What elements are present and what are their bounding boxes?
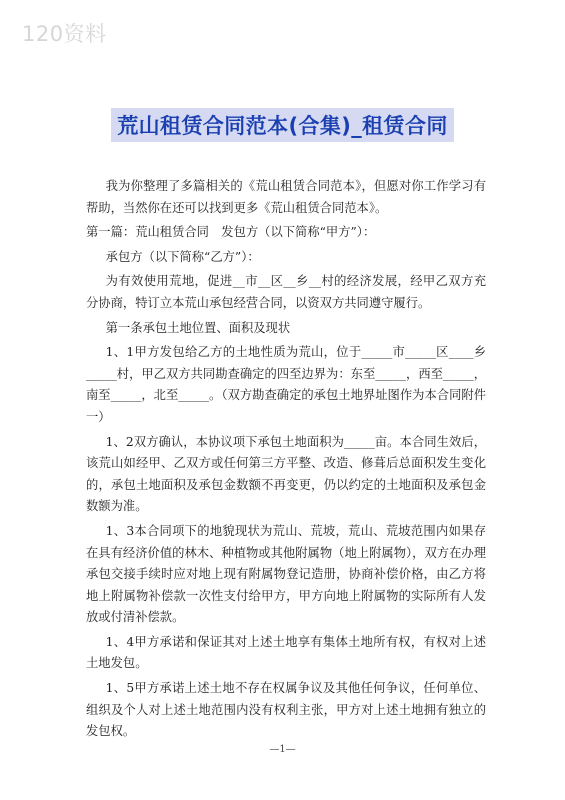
clause-1-3: 1、3本合同项下的地貌现状为荒山、荒坡，荒山、荒坡范围内如果存在具有经济价值的林木、种植物或其他附属物（地上附属物），双方在办理承包交接手续时应对地上现有附属物登记造册，协商补偿价格，由乙方将地上附属物补偿款一次性支付给甲方，甲方向地上附属物的实际所有人发放或付清补偿款。 xyxy=(86,523,486,625)
watermark-logo: 120资料 xyxy=(22,22,107,46)
purpose-paragraph: 为有效使用荒地，促进__市__区__乡__村的经济发展，经甲乙双方充分协商，特订立本荒山承包经营合同，以资双方共同遵守履行。 xyxy=(86,274,486,310)
clause-1-2: 1、2双方确认，本协议项下承包土地面积为_____亩。本合同生效后，该荒山如经甲、乙双方或任何第三方平整、改造、修葺后总面积发生变化的，承包土地面积及承包金数额不再变更，仍以约定的土地面积及承包金数额为准。 xyxy=(86,434,486,514)
clause-1-5: 1、5甲方承诺上述土地不存在权属争议及其他任何争议，任何单位、组织及个人对上述土地范围内没有权利主张，甲方对上述土地拥有独立的发包权。 xyxy=(86,681,486,739)
page-number: —1— xyxy=(269,744,296,755)
article-one-heading: 第一条承包土地位置、面积及现状 xyxy=(105,320,291,335)
party-b-line: 承包方（以下简称“乙方”）： xyxy=(105,249,260,264)
document-body xyxy=(86,176,486,746)
clause-1-4: 1、4甲方承诺和保证其对上述土地享有集体土地所有权，有权对上述土地发包。 xyxy=(86,634,486,671)
section-heading-first: 第一篇：荒山租赁合同 发包方（以下简称“甲方”）： xyxy=(86,225,376,240)
document-title: 荒山租赁合同范本(合集)_租赁合同 xyxy=(111,108,454,142)
clause-1-1: 1、1甲方发包给乙方的土地性质为荒山，位于_____市_____区____乡_____村，甲乙双方共同勘查确定的四至边界为：东至_____，西至_____，南至_____，北至_____。（双方勘查确定的承包土地界址图作为本合同附件一） xyxy=(86,345,486,424)
intro-paragraph: 我为你整理了多篇相关的《荒山租赁合同范本》，但愿对你工作学习有帮助，当然你在还可以找到更多《荒山租赁合同范本》。 xyxy=(86,179,486,215)
document-title-wrap xyxy=(0,108,565,142)
